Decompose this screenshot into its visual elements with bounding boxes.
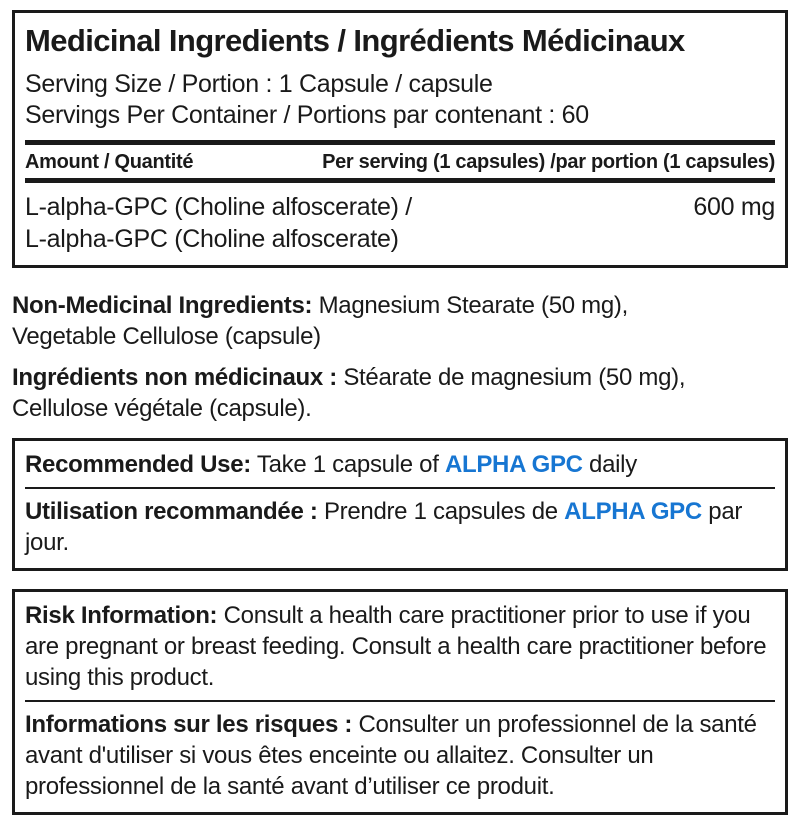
- recommended-use-en-before: Take 1 capsule of: [250, 451, 445, 478]
- table-row: [25, 191, 775, 255]
- table-header-per-serving: Per serving (1 capsules) /par portion (1 capsules): [322, 151, 775, 173]
- serving-size-line: Serving Size / Portion : 1 Capsule / capsule: [25, 70, 493, 98]
- table-header-amount: Amount / Quantité: [25, 151, 194, 173]
- medicinal-ingredients-panel: [12, 10, 788, 268]
- non-medicinal-fr: [12, 362, 734, 424]
- recommended-use-panel: [12, 438, 788, 571]
- risk-information-en: [25, 600, 775, 693]
- non-medicinal-fr-text: Stéarate de magnesium (50 mg), Cellulose végétale (capsule).: [12, 364, 686, 422]
- non-medicinal-en-label: Non-Medicinal Ingredients:: [12, 292, 313, 319]
- risk-information-fr-text: Consulter un professionnel de la santé avant d'utiliser si vous êtes enceinte ou allaitez. Consulter un professionnel de la santé avant d’utiliser ce produit.: [25, 711, 757, 800]
- thick-rule-bottom: [25, 178, 775, 183]
- recommended-use-fr: [25, 496, 775, 558]
- use-panel-divider: [25, 487, 775, 489]
- recommended-use-fr-before: Prendre 1 capsules de: [317, 498, 565, 525]
- ingredient-name-line1: L-alpha-GPC (Choline alfoscerate) /: [25, 193, 412, 221]
- recommended-use-en-after: daily: [582, 451, 637, 478]
- servings-per-container-line: Servings Per Container / Portions par contenant : 60: [25, 101, 589, 129]
- risk-information-en-label: Risk Information:: [25, 602, 218, 629]
- non-medicinal-section: [12, 290, 788, 424]
- non-medicinal-en: [12, 290, 734, 352]
- recommended-use-fr-label: Utilisation recommandée :: [25, 498, 318, 525]
- non-medicinal-en-text: Magnesium Stearate (50 mg), Vegetable Cellulose (capsule): [12, 292, 628, 350]
- table-header-row: [25, 145, 775, 178]
- ingredient-name: [25, 191, 412, 255]
- risk-information-panel: [12, 589, 788, 815]
- risk-panel-divider: [25, 700, 775, 702]
- recommended-use-fr-after: par jour.: [25, 498, 743, 556]
- brand-name: ALPHA GPC: [444, 451, 583, 478]
- non-medicinal-fr-label: Ingrédients non médicinaux :: [12, 364, 337, 391]
- risk-information-en-text: Consult a health care practitioner prior to use if you are pregnant or breast feeding. Consult a health care practitioner before using this product.: [25, 602, 767, 691]
- risk-information-fr: [25, 709, 775, 802]
- risk-information-fr-label: Informations sur les risques :: [25, 711, 353, 738]
- recommended-use-en-label: Recommended Use:: [25, 451, 251, 478]
- medicinal-panel-title: Medicinal Ingredients / Ingrédients Médicinaux: [25, 23, 685, 58]
- ingredient-name-line2: L-alpha-GPC (Choline alfoscerate): [25, 225, 399, 253]
- brand-name: ALPHA GPC: [564, 498, 702, 525]
- ingredient-amount: 600 mg: [693, 193, 775, 221]
- recommended-use-en: [25, 449, 775, 480]
